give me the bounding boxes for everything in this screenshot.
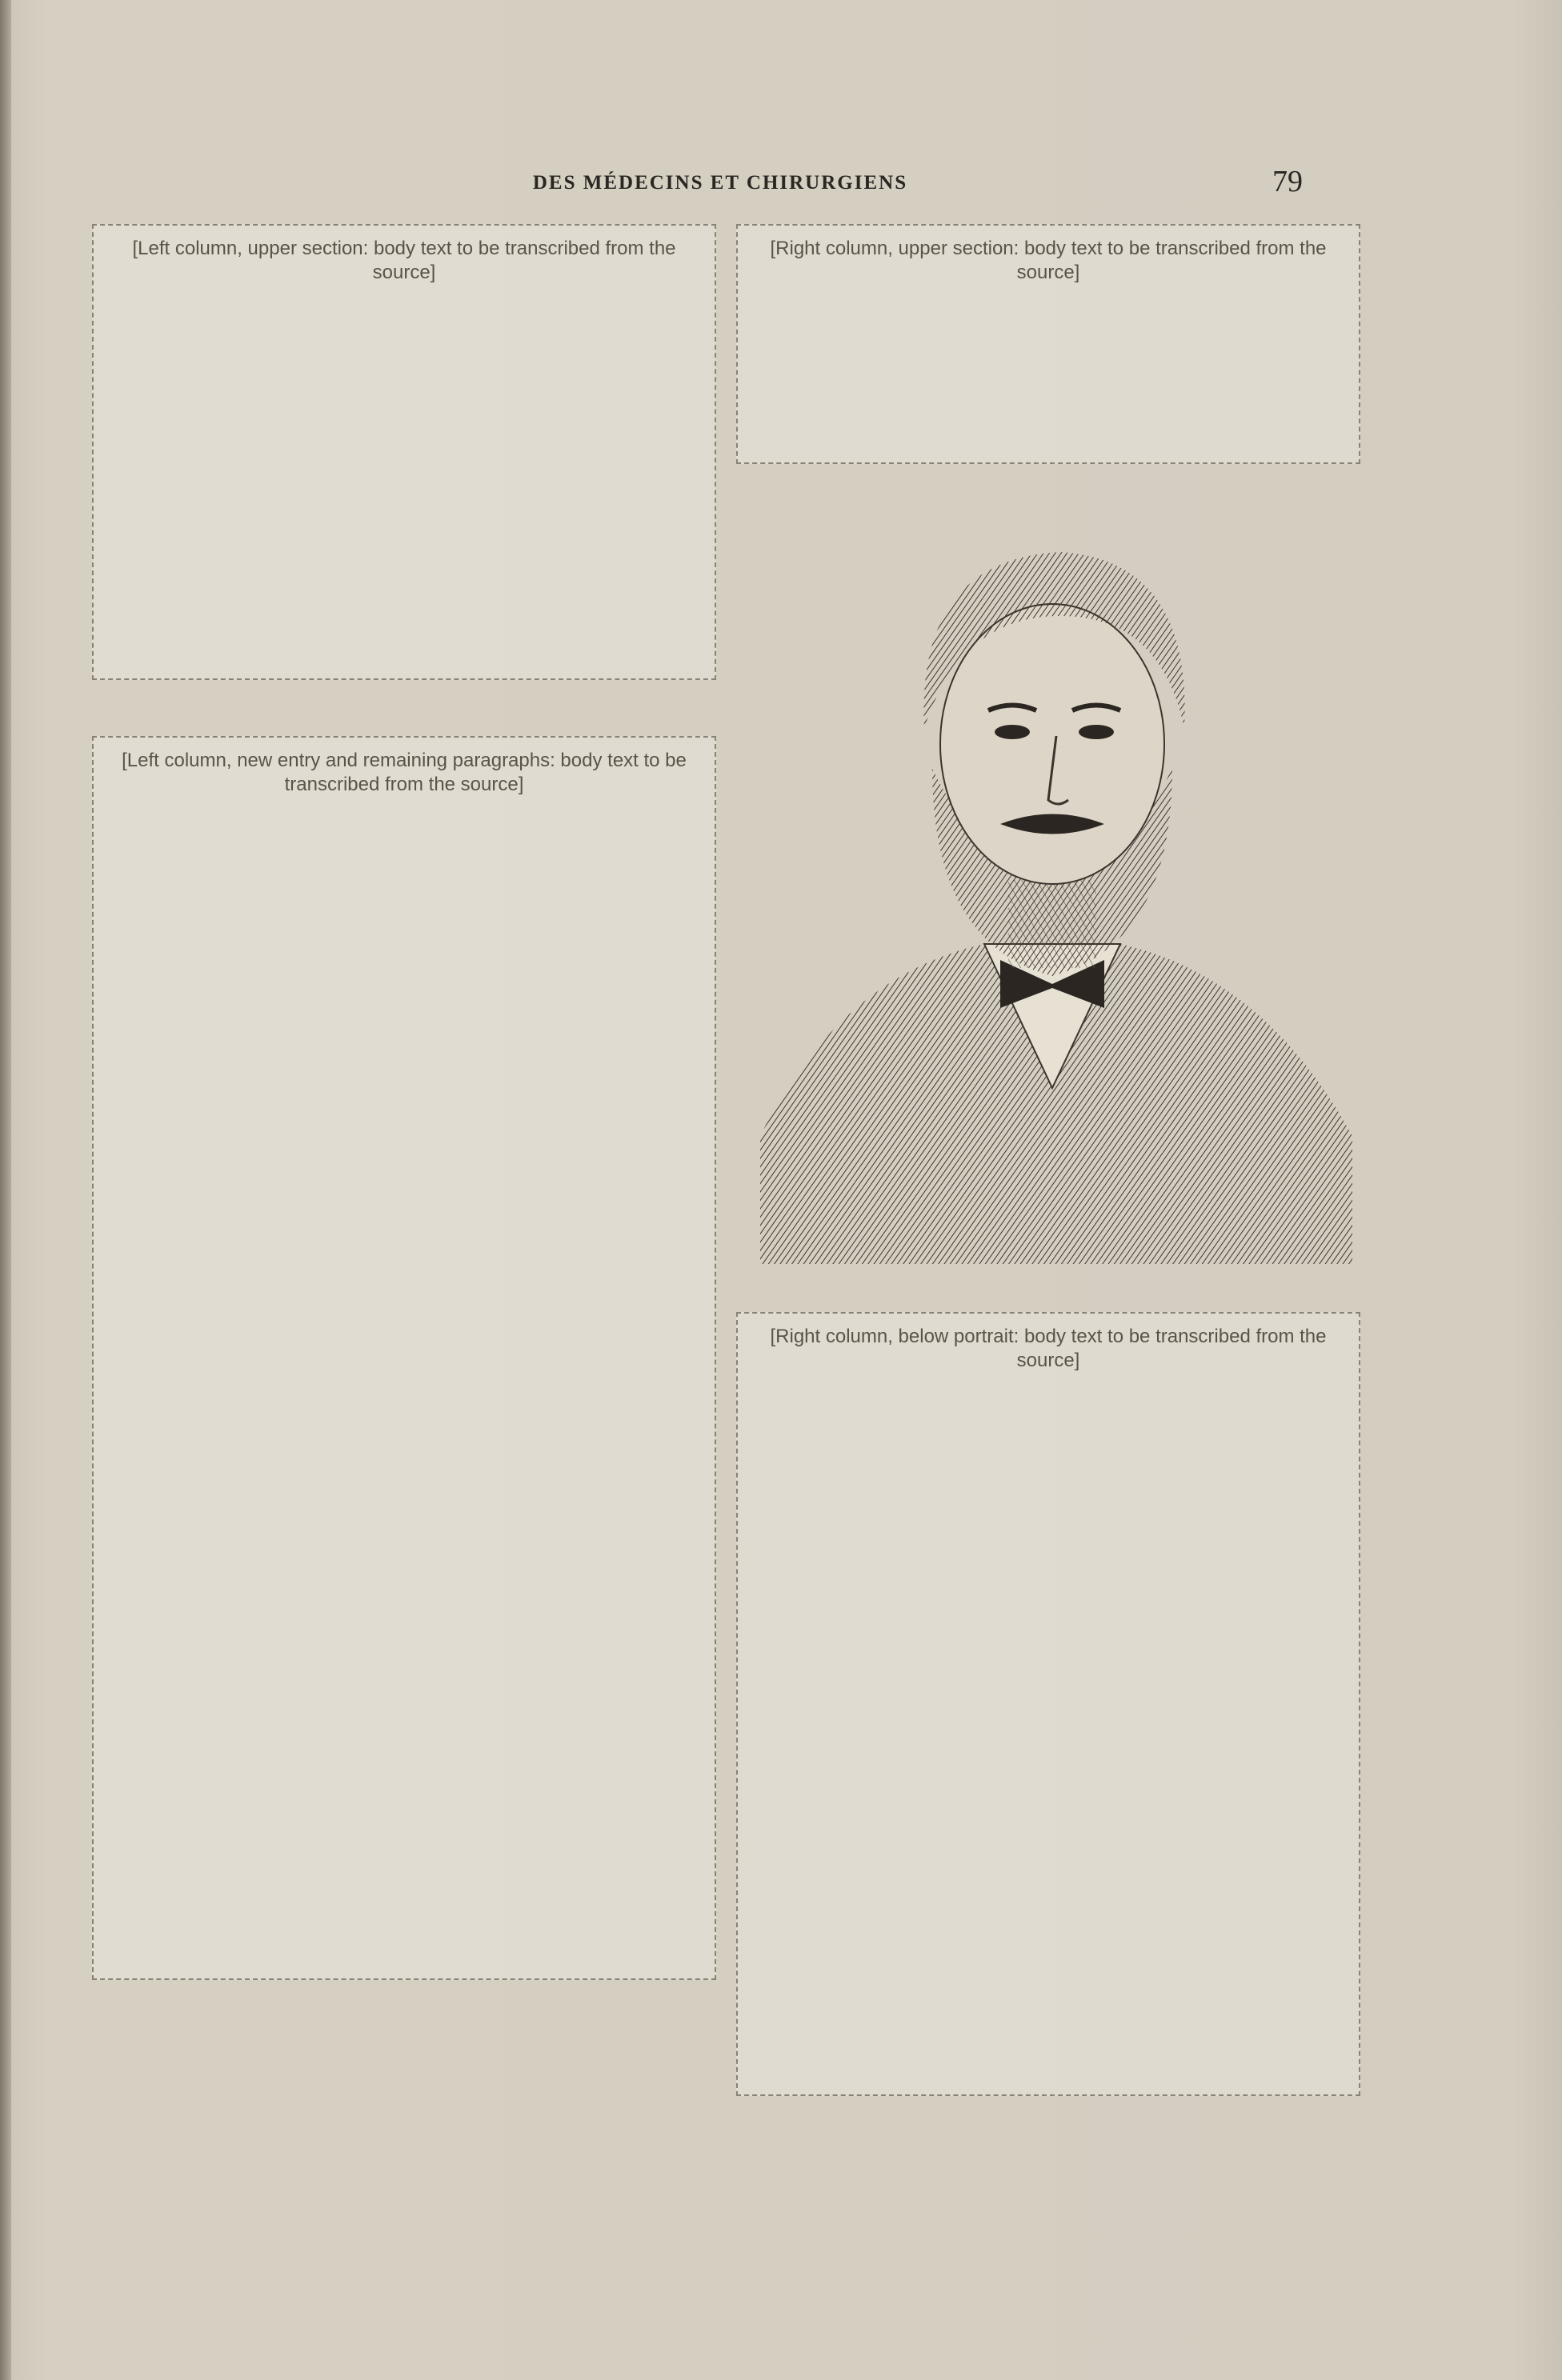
page-number: 79 [1272, 165, 1303, 198]
portrait-engraving [744, 528, 1360, 1264]
running-header [0, 164, 1562, 212]
spine-edge [0, 0, 11, 2380]
right-column-text-placeholder: [Right column, upper section: body text to be transcribed from the source] [736, 224, 1360, 464]
portrait-icon [744, 528, 1360, 1264]
left-column-text-placeholder: [Left column, upper section: body text to be transcribed from the source] [92, 224, 716, 680]
left-column [92, 224, 716, 1980]
running-title: DES MÉDECINS ET CHIRURGIENS [532, 172, 908, 194]
right-column-top [736, 224, 1360, 464]
left-column-entry-placeholder: [Left column, new entry and remaining paragraphs: body text to be transcribed from the source] [92, 736, 716, 1980]
right-column-lower-text-placeholder: [Right column, below portrait: body text to be transcribed from the source] [736, 1312, 1360, 2096]
right-column-bottom [736, 1312, 1360, 2096]
